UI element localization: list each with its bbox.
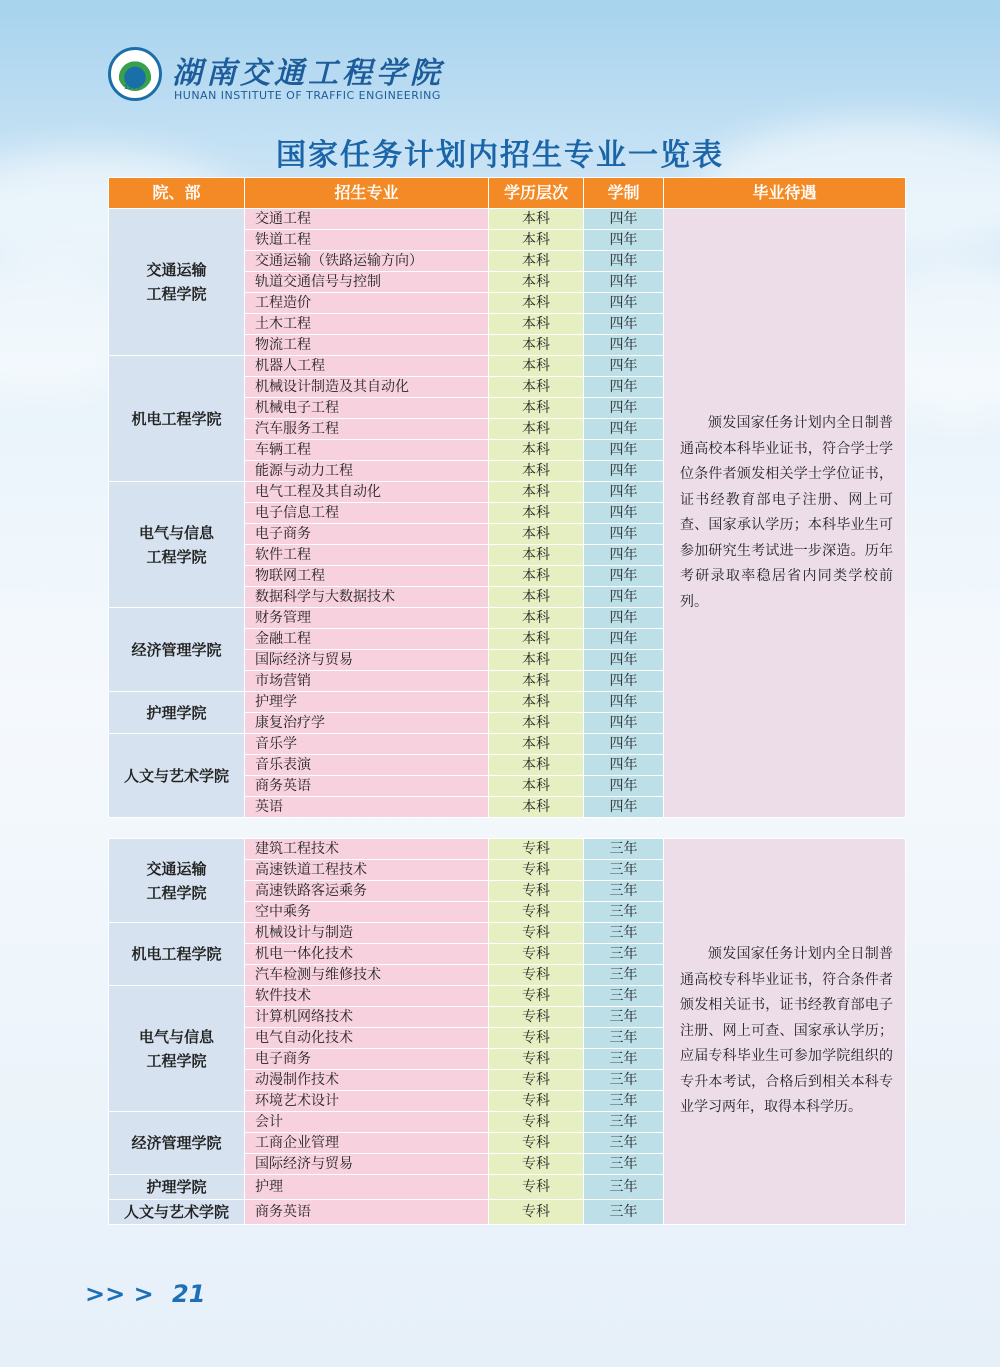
level-cell: 本科: [489, 713, 584, 734]
years-cell: 四年: [584, 314, 664, 335]
years-cell: 四年: [584, 503, 664, 524]
major-cell: 交通运输（铁路运输方向）: [245, 251, 489, 272]
years-cell: 四年: [584, 587, 664, 608]
years-cell: 三年: [584, 1028, 664, 1049]
major-cell: 音乐表演: [245, 755, 489, 776]
school-logo: 1997: [108, 47, 162, 101]
level-cell: 本科: [489, 608, 584, 629]
years-cell: 三年: [584, 1070, 664, 1091]
years-cell: 四年: [584, 377, 664, 398]
page-footer: [85, 1280, 205, 1308]
level-cell: 专科: [489, 965, 584, 986]
level-cell: 专科: [489, 902, 584, 923]
col-header-major: 招生专业: [245, 178, 489, 209]
college-cell: 交通运输 工程学院: [109, 209, 245, 356]
page-number: 21: [172, 1280, 206, 1308]
college-cell: 护理学院: [109, 692, 245, 734]
level-cell: 本科: [489, 524, 584, 545]
level-cell: 本科: [489, 440, 584, 461]
undergrad-table: [108, 177, 906, 818]
table-row: [109, 839, 906, 860]
years-cell: 四年: [584, 797, 664, 818]
benefit-cell: 颁发国家任务计划内全日制普通高校本科毕业证书，符合学士学位条件者颁发相关学士学位证书，证书经教育部电子注册、网上可查、国家承认学历；本科毕业生可参加研究生考试进一步深造。历年考研录取率稳居省内同类学校前列。: [664, 209, 906, 818]
years-cell: 四年: [584, 209, 664, 230]
years-cell: 四年: [584, 272, 664, 293]
major-cell: 护理学: [245, 692, 489, 713]
level-cell: 本科: [489, 776, 584, 797]
major-cell: 高速铁道工程技术: [245, 860, 489, 881]
major-cell: 计算机网络技术: [245, 1007, 489, 1028]
major-cell: 金融工程: [245, 629, 489, 650]
col-header-benefit: 毕业待遇: [664, 178, 906, 209]
years-cell: 三年: [584, 944, 664, 965]
major-cell: 软件技术: [245, 986, 489, 1007]
college-cell: 机电工程学院: [109, 356, 245, 482]
college-cell: 电气与信息 工程学院: [109, 482, 245, 608]
level-cell: 本科: [489, 335, 584, 356]
years-cell: 四年: [584, 524, 664, 545]
level-cell: 本科: [489, 293, 584, 314]
major-cell: 工商企业管理: [245, 1133, 489, 1154]
years-cell: 四年: [584, 545, 664, 566]
college-cell: 电气与信息 工程学院: [109, 986, 245, 1112]
years-cell: 四年: [584, 608, 664, 629]
level-cell: 专科: [489, 1200, 584, 1225]
major-cell: 机器人工程: [245, 356, 489, 377]
major-cell: 国际经济与贸易: [245, 650, 489, 671]
major-cell: 机械设计制造及其自动化: [245, 377, 489, 398]
major-cell: 数据科学与大数据技术: [245, 587, 489, 608]
years-cell: 三年: [584, 1200, 664, 1225]
years-cell: 三年: [584, 839, 664, 860]
major-cell: 财务管理: [245, 608, 489, 629]
level-cell: 本科: [489, 251, 584, 272]
level-cell: 专科: [489, 1133, 584, 1154]
level-cell: 本科: [489, 734, 584, 755]
years-cell: 三年: [584, 1049, 664, 1070]
years-cell: 三年: [584, 1154, 664, 1175]
years-cell: 三年: [584, 1175, 664, 1200]
years-cell: 四年: [584, 566, 664, 587]
years-cell: 四年: [584, 440, 664, 461]
years-cell: 三年: [584, 902, 664, 923]
years-cell: 三年: [584, 1112, 664, 1133]
col-header-level: 学历层次: [489, 178, 584, 209]
level-cell: 专科: [489, 1154, 584, 1175]
level-cell: 本科: [489, 587, 584, 608]
major-cell: 商务英语: [245, 1200, 489, 1225]
major-cell: 交通工程: [245, 209, 489, 230]
years-cell: 四年: [584, 230, 664, 251]
college-cell: 机电工程学院: [109, 923, 245, 986]
junior-table: [108, 838, 906, 1225]
major-cell: 物联网工程: [245, 566, 489, 587]
level-cell: 本科: [489, 377, 584, 398]
years-cell: 三年: [584, 1133, 664, 1154]
college-cell: 经济管理学院: [109, 608, 245, 692]
major-cell: 机械设计与制造: [245, 923, 489, 944]
major-cell: 建筑工程技术: [245, 839, 489, 860]
major-cell: 空中乘务: [245, 902, 489, 923]
major-cell: 环境艺术设计: [245, 1091, 489, 1112]
years-cell: 四年: [584, 293, 664, 314]
level-cell: 专科: [489, 881, 584, 902]
years-cell: 四年: [584, 755, 664, 776]
major-cell: 商务英语: [245, 776, 489, 797]
level-cell: 本科: [489, 650, 584, 671]
major-cell: 机械电子工程: [245, 398, 489, 419]
years-cell: 四年: [584, 734, 664, 755]
years-cell: 四年: [584, 335, 664, 356]
level-cell: 专科: [489, 923, 584, 944]
college-cell: 交通运输 工程学院: [109, 839, 245, 923]
years-cell: 三年: [584, 1091, 664, 1112]
major-cell: 电子商务: [245, 524, 489, 545]
major-cell: 康复治疗学: [245, 713, 489, 734]
years-cell: 四年: [584, 629, 664, 650]
level-cell: 本科: [489, 566, 584, 587]
school-name-en: HUNAN INSTITUTE OF TRAFFIC ENGINEERING: [174, 89, 441, 102]
major-cell: 汽车检测与维修技术: [245, 965, 489, 986]
college-cell: 护理学院: [109, 1175, 245, 1200]
level-cell: 专科: [489, 1070, 584, 1091]
major-cell: 轨道交通信号与控制: [245, 272, 489, 293]
years-cell: 四年: [584, 713, 664, 734]
level-cell: 本科: [489, 797, 584, 818]
years-cell: 四年: [584, 482, 664, 503]
years-cell: 四年: [584, 398, 664, 419]
level-cell: 专科: [489, 1028, 584, 1049]
major-cell: 能源与动力工程: [245, 461, 489, 482]
college-cell: 人文与艺术学院: [109, 1200, 245, 1225]
level-cell: 本科: [489, 503, 584, 524]
major-cell: 高速铁路客运乘务: [245, 881, 489, 902]
years-cell: 三年: [584, 986, 664, 1007]
years-cell: 四年: [584, 671, 664, 692]
major-cell: 软件工程: [245, 545, 489, 566]
years-cell: 四年: [584, 692, 664, 713]
years-cell: 三年: [584, 965, 664, 986]
arrows-icon: >> >: [85, 1280, 154, 1308]
years-cell: 四年: [584, 419, 664, 440]
benefit-cell: 颁发国家任务计划内全日制普通高校专科毕业证书，符合条件者颁发相关证书，证书经教育部电子注册、网上可查、国家承认学历；应届专科毕业生可参加学院组织的专升本考试，合格后到相关本科专业学习两年，取得本科学历。: [664, 839, 906, 1225]
level-cell: 本科: [489, 419, 584, 440]
college-cell: 经济管理学院: [109, 1112, 245, 1175]
years-cell: 四年: [584, 650, 664, 671]
level-cell: 本科: [489, 314, 584, 335]
major-cell: 电气工程及其自动化: [245, 482, 489, 503]
level-cell: 本科: [489, 692, 584, 713]
level-cell: 专科: [489, 1049, 584, 1070]
school-name-cn: 湖南交通工程学院: [172, 56, 444, 91]
major-cell: 英语: [245, 797, 489, 818]
level-cell: 专科: [489, 1112, 584, 1133]
level-cell: 专科: [489, 944, 584, 965]
level-cell: 专科: [489, 839, 584, 860]
level-cell: 本科: [489, 671, 584, 692]
major-cell: 机电一体化技术: [245, 944, 489, 965]
major-cell: 动漫制作技术: [245, 1070, 489, 1091]
level-cell: 本科: [489, 398, 584, 419]
major-cell: 国际经济与贸易: [245, 1154, 489, 1175]
table-row: [109, 209, 906, 230]
college-cell: 人文与艺术学院: [109, 734, 245, 818]
level-cell: 专科: [489, 1091, 584, 1112]
level-cell: 专科: [489, 986, 584, 1007]
level-cell: 专科: [489, 860, 584, 881]
years-cell: 四年: [584, 461, 664, 482]
years-cell: 三年: [584, 881, 664, 902]
level-cell: 本科: [489, 545, 584, 566]
years-cell: 三年: [584, 923, 664, 944]
major-cell: 音乐学: [245, 734, 489, 755]
major-cell: 电子信息工程: [245, 503, 489, 524]
level-cell: 专科: [489, 1007, 584, 1028]
table-header-row: [109, 178, 906, 209]
major-cell: 铁道工程: [245, 230, 489, 251]
level-cell: 本科: [489, 461, 584, 482]
level-cell: 本科: [489, 272, 584, 293]
years-cell: 四年: [584, 356, 664, 377]
major-cell: 汽车服务工程: [245, 419, 489, 440]
level-cell: 本科: [489, 356, 584, 377]
col-header-years: 学制: [584, 178, 664, 209]
level-cell: 专科: [489, 1175, 584, 1200]
years-cell: 四年: [584, 251, 664, 272]
major-cell: 市场营销: [245, 671, 489, 692]
level-cell: 本科: [489, 209, 584, 230]
years-cell: 三年: [584, 1007, 664, 1028]
level-cell: 本科: [489, 629, 584, 650]
level-cell: 本科: [489, 482, 584, 503]
major-cell: 土木工程: [245, 314, 489, 335]
level-cell: 本科: [489, 755, 584, 776]
major-cell: 电气自动化技术: [245, 1028, 489, 1049]
major-cell: 物流工程: [245, 335, 489, 356]
level-cell: 本科: [489, 230, 584, 251]
major-cell: 工程造价: [245, 293, 489, 314]
years-cell: 四年: [584, 776, 664, 797]
years-cell: 三年: [584, 860, 664, 881]
page-title: 国家任务计划内招生专业一览表: [276, 138, 724, 173]
major-cell: 电子商务: [245, 1049, 489, 1070]
major-cell: 护理: [245, 1175, 489, 1200]
col-header-college: 院、部: [109, 178, 245, 209]
major-cell: 车辆工程: [245, 440, 489, 461]
major-cell: 会计: [245, 1112, 489, 1133]
